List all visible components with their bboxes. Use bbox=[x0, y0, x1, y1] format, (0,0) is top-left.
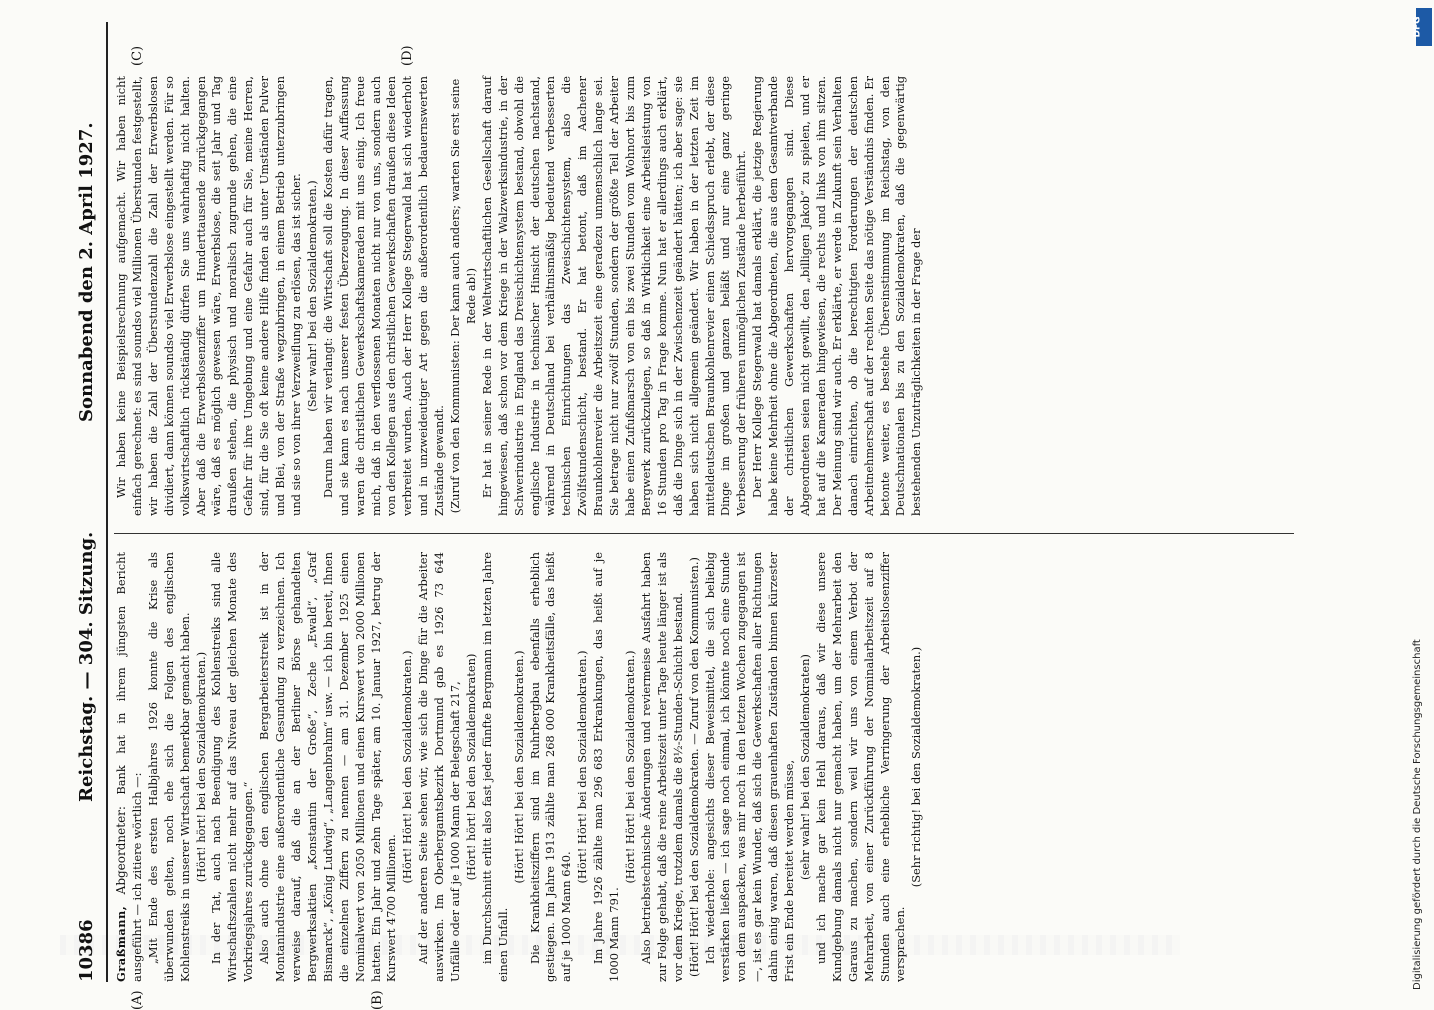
paragraph: Also auch ohne den englischen Bergarbeiterstreik ist in der Montanindustrie eine außerordentliche Gesundung zu verzeichnen. Ich verweise darauf, daß die an der Berliner Börse gehandelten Bergwerksaktien „Konstantin der Große“, Zeche „Ewald“, „Graf Bismarck“, „König Ludwig“, „Langenbrahm“ usw. — ich bin bereit, Ihnen die einzelnen Ziffern zu nennen — am 31. Dezember 1925 einen Nominalwert von 2050 Millionen und einen Kurswert von 2000 Millionen hatten. Ein Jahr und zehn Tage später, am 10. Januar 1927, betrug der Kurswert 4700 Millionen. bbox=[257, 552, 399, 982]
paragraph-text: Bank hat in ihrem jüngsten Bericht ausgeführt — ich zitiere wörtlich —: bbox=[114, 552, 144, 982]
paragraph: Im Jahre 1926 zählte man 296 683 Erkrankungen, das heißt auf je 1000 Mann 791. bbox=[591, 552, 622, 982]
interjection: (Sehr richtig! bei den Sozialdemokraten.) bbox=[909, 646, 924, 888]
margin-marker-d: (D) bbox=[400, 45, 415, 66]
right-column bbox=[114, 76, 925, 516]
paragraph: Wir haben keine Beispielsrechnung aufgemacht. Wir haben nicht einfach gerechnet: es sind soundso viel Millionen Überstunden festgestellt, wir haben die Zahl der Überstundenzahl die Zahl der Erwerbslosen dividiert, dann können soundso viel Erwerbslose eingestellt werden. Für so volkswirtschaftlich rückständig dürfen Sie uns wahrhaftig nicht halten. Aber daß die Erwerbslosenziffer um Hunderttausende zurückgegangen wäre, daß es möglich gewesen wäre, Erwerbslose, die seit Jahr und Tag draußen stehen, die physisch und moralisch zugrunde gehen, die eine Gefahr für ihre Umgebung und eine Gefahr auch für Sie, meine Herren, sind, für die Sie oft keine andere Hilfe finden als unter Umständen Pulver und Blei, von der Straße wegzubringen, in einem Betrieb unterzubringen und sie so von ihrer Verzweiflung zu erlösen, das ist sicher. bbox=[114, 76, 303, 516]
speaker-role: Abgeordneter: bbox=[114, 806, 128, 895]
column-divider bbox=[114, 533, 1294, 534]
paragraph: In der Tat, auch nach Beendigung des Kohlenstreiks sind alle Wirtschaftszahlen nicht mehr auf das Niveau der gleichen Monate des Vorkriegsjahres zurückgegangen.“ bbox=[209, 552, 256, 982]
left-column bbox=[114, 552, 925, 982]
paragraph: und ich mache gar kein Hehl daraus, daß wir diese unsere Kundgebung damals nicht nur gemacht haben, um der Mehrarbeit den Garaus zu machen, sondern weil wir uns von einem Verbot der Mehrarbeit, von einer Zurückführung der Nominalarbeitszeit auf 8 Stunden auch eine erhebliche Verringerung der Arbeitslosenziffer versprachen. bbox=[813, 552, 908, 982]
speaker-paragraph bbox=[114, 552, 146, 982]
paragraph: Der Herr Kollege Stegerwald hat damals erklärt, die jetzige Regierung habe keine Mehrheit ohne die Abgeordneten, die aus dem Gesamtverbande der christlichen Gewerkschaften hervorgegangen sind. Diese Abgeordneten seien nicht gewillt, den „billigen Jakob“ zu spielen, und er hat auf die Kameraden hingewiesen, die rechts und links von ihm sitzen. Der Meinung sind wir auch. Er erklärte, er werde in Zukunft sein Verhalten danach einrichten, ob die berechtigten Forderungen der deutschen Arbeitnehmerschaft auf der rechten Seite das nötige Verständnis finden. Er betonte weiter, es bestehe Übereinstimmung im Reichstag, von den Deutschnationalen bis zu den Sozialdemokraten, daß die gegenwärtig bestehenden Unzuträglichkeiten in der Frage der bbox=[750, 76, 924, 516]
interjection: (Hört! hört! bei den Sozialdemokraten) bbox=[463, 653, 478, 881]
paragraph: Also betriebstechnische Änderungen und reviermeise Ausfahrt haben zur Folge gehabt, daß die reine Arbeitszeit unter Tage heute länger ist als vor dem Kriege, trotzdem damals die 8½-Stunden-Schicht bestand. bbox=[638, 552, 685, 982]
interjection: (Hört! Hört! bei den Sozialdemokraten.) bbox=[623, 650, 637, 884]
margin-marker-a: (A) bbox=[130, 990, 145, 1010]
paragraph: „Mit Ende des ersten Halbjahres 1926 konnte die Krise als überwunden gelten, noch ehe sich die Folgen des englischen Kohlenstreiks in unserer Wirtschaft bemerkbar gemacht haben. bbox=[145, 552, 192, 982]
interjection: (Hört! Hört! bei den Sozialdemokraten.) bbox=[400, 650, 415, 884]
paragraph: Ich wiederhole: angesichts dieser Beweismittel, die sich beliebig verstärken ließen — ich sage noch einmal, ich könnte noch eine Stunde von dem auspacken, was mir noch in den letzten Wochen zugegangen ist —, ist es gar kein Wunder, daß sich die Gewerkschaften aller Richtungen dahin einig waren, daß diesen grauenhaften Zuständen binnen kürzester Frist ein Ende bereitet werden müsse, bbox=[702, 552, 797, 982]
interjection: (Hört! hört! bei den Sozialdemokraten.) bbox=[193, 651, 208, 883]
document-rotated-block bbox=[70, 12, 1300, 1010]
digitization-credit: Digitalisierung gefördert durch die Deutsche Forschungsgemeinschaft bbox=[1412, 639, 1423, 990]
interjection: (Hört! Hört! bei den Sozialdemokraten.) bbox=[511, 650, 526, 884]
paragraph: im Durchschnitt erlitt also fast jeder fünfte Bergmann im letzten Jahre einen Unfall. bbox=[479, 552, 510, 982]
header-session: Reichstag. — 304. Sitzung. bbox=[76, 531, 97, 802]
page-header bbox=[70, 22, 104, 982]
interjection: (sehr wahr! bei den Sozialdemokraten) bbox=[797, 654, 812, 880]
interjection: (Sehr wahr! bei den Sozialdemokraten.) bbox=[304, 180, 319, 412]
paragraph: Er hat in seiner Rede in der Weltwirtschaftlichen Gesellschaft darauf hingewiesen, daß schon vor dem Kriege in der Walzwerksindustrie, in der Schwerindustrie in England das Dreischichtensystem bestand, obwohl die englische Industrie in technischer Hinsicht der deutschen nachstand, während in Deutschland bei verhältnismäßig bedeutend verbesserten technischen Einrichtungen das Zweischichtensystem, also die Zwölfstundenschicht, bestand. Er hat betont, daß im Aachener Braunkohlenrevier die Arbeitszeit eine geradezu unmenschlich lange sei. Sie betrage nicht nur zwölf Stunden, sondern der größte Teil der Arbeiter habe einen Zufußmarsch von ein bis zwei Stunden vom Wohnort bis zum Bergwerk zurückzulegen, so daß in Wirklichkeit eine Arbeitsleistung von 16 Stunden pro Tag in Frage komme. Nun hat er allerdings auch erklärt, daß die Dinge sich in der Zwischenzeit geändert hätten; ich aber sage: sie haben sich nicht allgemein geändert. Wir haben in der letzten Zeit im mitteldeutschen Braunkohlenrevier einen Schiedsspruch erlebt, der diese Dinge im großen und ganzen beläßt und nur eine ganz geringe Verbesserung der früheren unmöglichen Zustände herbeiführt. bbox=[479, 76, 749, 516]
paragraph: Die Krankheitsziffern sind im Ruhrbergbau ebenfalls erheblich gestiegen. Im Jahre 1913 zählte man 268 000 Krankheitsfälle, das heißt auf je 1000 Mann 640. bbox=[527, 552, 574, 982]
margin-marker-b: (B) bbox=[370, 990, 385, 1010]
interjection: (Hört! Hört! bei den Sozialdemokraten.) bbox=[575, 650, 590, 884]
header-rule bbox=[106, 22, 108, 982]
interjection: (Hört! Hört! bei den Sozialdemokraten. — Zuruf von den Kommunisten.) bbox=[686, 557, 701, 977]
interjection: (Zuruf von den Kommunisten: Der kann auch anders; warten Sie erst seine Rede ab!) bbox=[448, 78, 478, 514]
speaker-name: Graßmann, bbox=[114, 905, 128, 982]
dfg-logo: DFG bbox=[1416, 8, 1432, 46]
paragraph: Auf der anderen Seite sehen wir, wie sich die Dinge für die Arbeiter auswirken. Im Oberbergamtsbezirk Dortmund gab es 1926 73 644 Unfälle oder auf je 1000 Mann der Belegschaft 217, bbox=[416, 552, 463, 982]
margin-marker-c: (C) bbox=[130, 45, 145, 66]
paragraph: Darum haben wir verlangt: die Wirtschaft soll die Kosten dafür tragen, und sie kann es nach unserer festen Überzeugung. In dieser Auffassung waren die christlichen Gewerkschaftskameraden mit uns einig. Ich freue mich, daß in den verflossenen Monaten nicht nur von uns, sondern auch von den Kollegen aus den christlichen Gewerkschaften draußen diese Ideen verbreitet wurden. Auch der Herr Kollege Stegerwald hat sich wiederholt und in unzweideutiger Art gegen die außerordentlich bedauernswerten Zustände gewandt. bbox=[320, 75, 447, 516]
page-number: 10386 bbox=[76, 919, 97, 982]
header-date: Sonnabend den 2. April 1927. bbox=[76, 122, 97, 422]
